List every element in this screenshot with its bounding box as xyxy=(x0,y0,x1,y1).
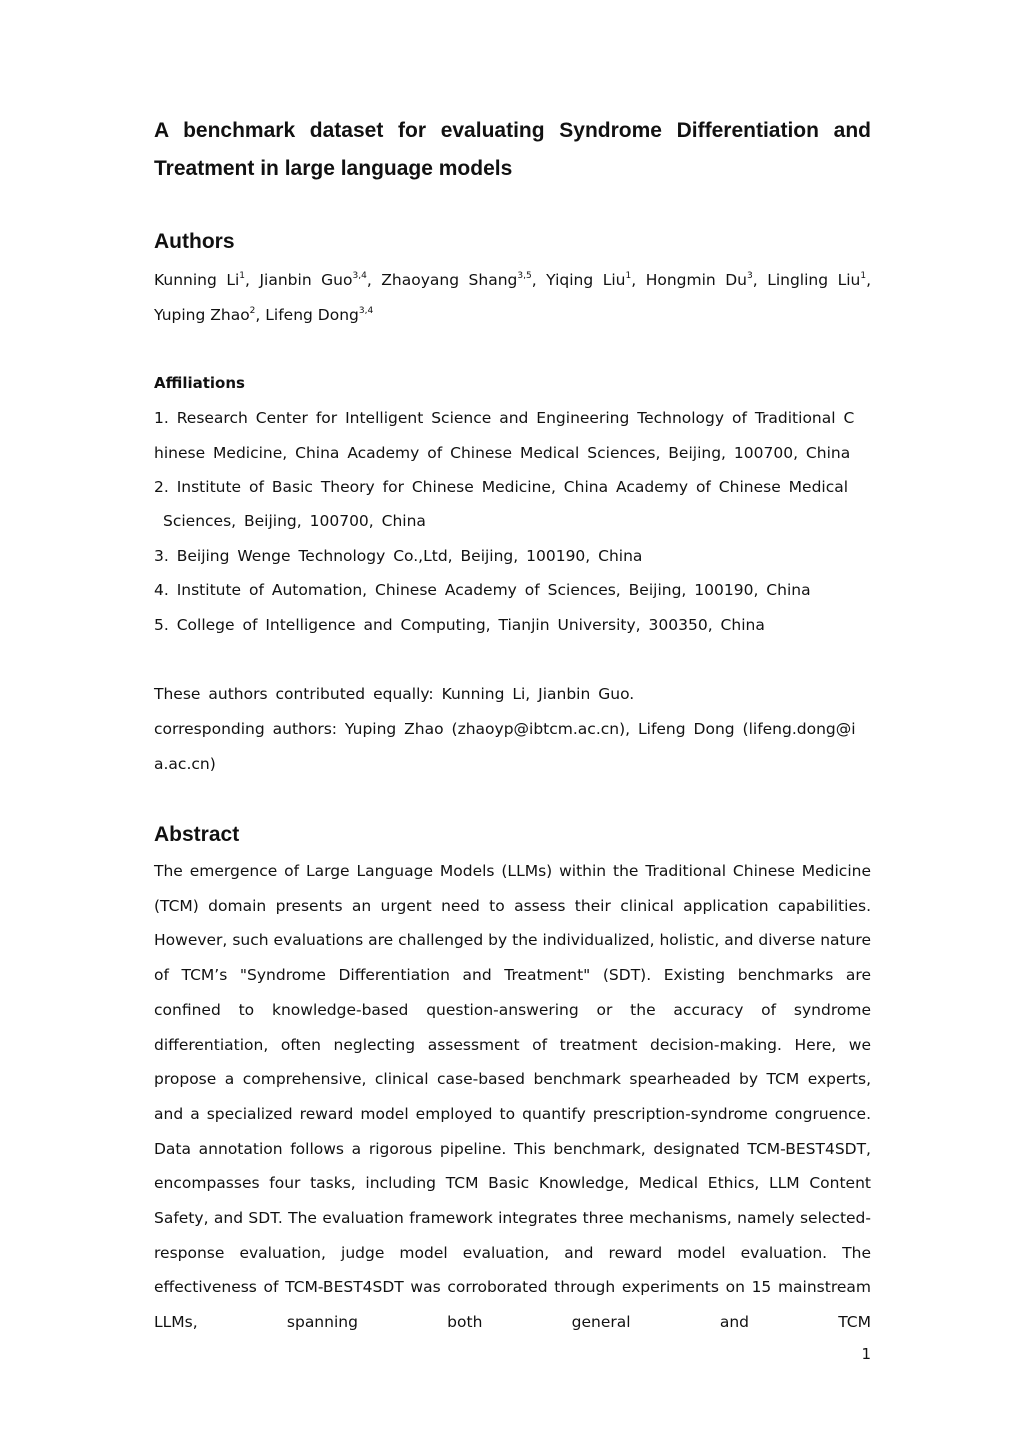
affiliation-line: 1. Research Center for Intelligent Science and Engineering Technology of Traditional C xyxy=(154,409,855,427)
affiliation-line: 2. Institute of Basic Theory for Chinese Medicine, China Academy of Chinese Medical xyxy=(154,478,849,496)
affiliation-line: 5. College of Intelligence and Computing, Tianjin University, 300350, China xyxy=(154,616,765,634)
author-entry: Hongmin Du$^3$, xyxy=(645,271,768,289)
author-entry: Yuping Zhao$^2$, xyxy=(154,306,266,324)
author-name: Yiqing Liu xyxy=(546,271,626,289)
author-name: Zhaoyang Shang xyxy=(381,271,518,289)
corresponding-authors-line: a.ac.cn) xyxy=(154,755,216,773)
author-name: Lifeng Dong xyxy=(265,306,359,324)
author-entry: Zhaoyang Shang$^{3,5}$, xyxy=(381,271,547,289)
author-list xyxy=(154,263,871,333)
paper-title: A benchmark dataset for evaluating Syndrome Differentiation and Treatment in large language models xyxy=(154,119,871,180)
affiliation-line: Sciences, Beijing, 100700, China xyxy=(163,512,426,530)
author-affiliation-marker: 1 xyxy=(625,271,632,281)
abstract-text: The emergence of Large Language Models (LLMs) within the Traditional Chinese Medicine (TCM) domain presents an urgent need to assess their clinical application capabilities. However, such evaluations are challenged by the individualized, holistic, and diverse nature of TCM’s "Syndrome Differentiation and Treatment" (SDT). Existing benchmarks are confined to knowledge-based question-answering or the accuracy of syndrome differentiation, often neglecting assessment of treatment decision-making. Here, we propose a comprehensive, clinical case-based benchmark spearheaded by TCM experts, and a specialized reward model employed to quantify prescription-syndrome congruence. Data annotation follows a rigorous pipeline. This benchmark, designated TCM-BEST4SDT, encompasses four tasks, including TCM Basic Knowledge, Medical Ethics, LLM Content Safety, and SDT. The evaluation framework integrates three mechanisms, namely selected-response evaluation, judge model evaluation, and reward model evaluation. The effectiveness of TCM-BEST4SDT was corroborated through experiments on 15 mainstream LLMs, spanning both general and TCM xyxy=(154,862,871,1332)
author-entry: Yiqing Liu$^1$, xyxy=(546,271,646,289)
author-name: Jianbin Guo xyxy=(259,271,353,289)
author-affiliation-marker: 3,5 xyxy=(517,271,532,281)
author-entry xyxy=(265,306,373,324)
author-entry: Jianbin Guo$^{3,4}$, xyxy=(259,271,382,289)
author-affiliation-marker: 3,4 xyxy=(352,271,367,281)
authors-heading: Authors xyxy=(154,230,235,253)
author-entry: Kunning Li$^1$, xyxy=(154,271,260,289)
author-name: Lingling Liu xyxy=(767,271,861,289)
affiliation-line: 4. Institute of Automation, Chinese Academy of Sciences, Beijing, 100190, China xyxy=(154,581,811,599)
corresponding-authors-line: corresponding authors: Yuping Zhao (zhaoyp@ibtcm.ac.cn), Lifeng Dong (lifeng.dong@i xyxy=(154,720,856,738)
page-number: 1 xyxy=(861,1345,871,1363)
author-affiliation-marker: 1 xyxy=(860,271,867,281)
author-name: Hongmin Du xyxy=(645,271,747,289)
affiliations-heading: Affiliations xyxy=(154,374,245,392)
author-name: Yuping Zhao xyxy=(154,306,250,324)
affiliation-line: 3. Beijing Wenge Technology Co.,Ltd, Beijing, 100190, China xyxy=(154,547,643,565)
affiliation-line: hinese Medicine, China Academy of Chinese Medical Sciences, Beijing, 100700, China xyxy=(154,444,851,462)
abstract-heading: Abstract xyxy=(154,823,240,846)
author-affiliation-marker: 3,4 xyxy=(358,306,374,316)
author-affiliation-marker: 1 xyxy=(239,271,246,281)
equal-contribution-note: These authors contributed equally: Kunning Li, Jianbin Guo. xyxy=(154,685,635,703)
author-entry: Lingling Liu$^1$, xyxy=(767,271,872,289)
author-affiliation-marker: 2 xyxy=(249,306,256,316)
author-affiliation-marker: 3 xyxy=(747,271,753,281)
author-name: Kunning Li xyxy=(154,271,240,289)
